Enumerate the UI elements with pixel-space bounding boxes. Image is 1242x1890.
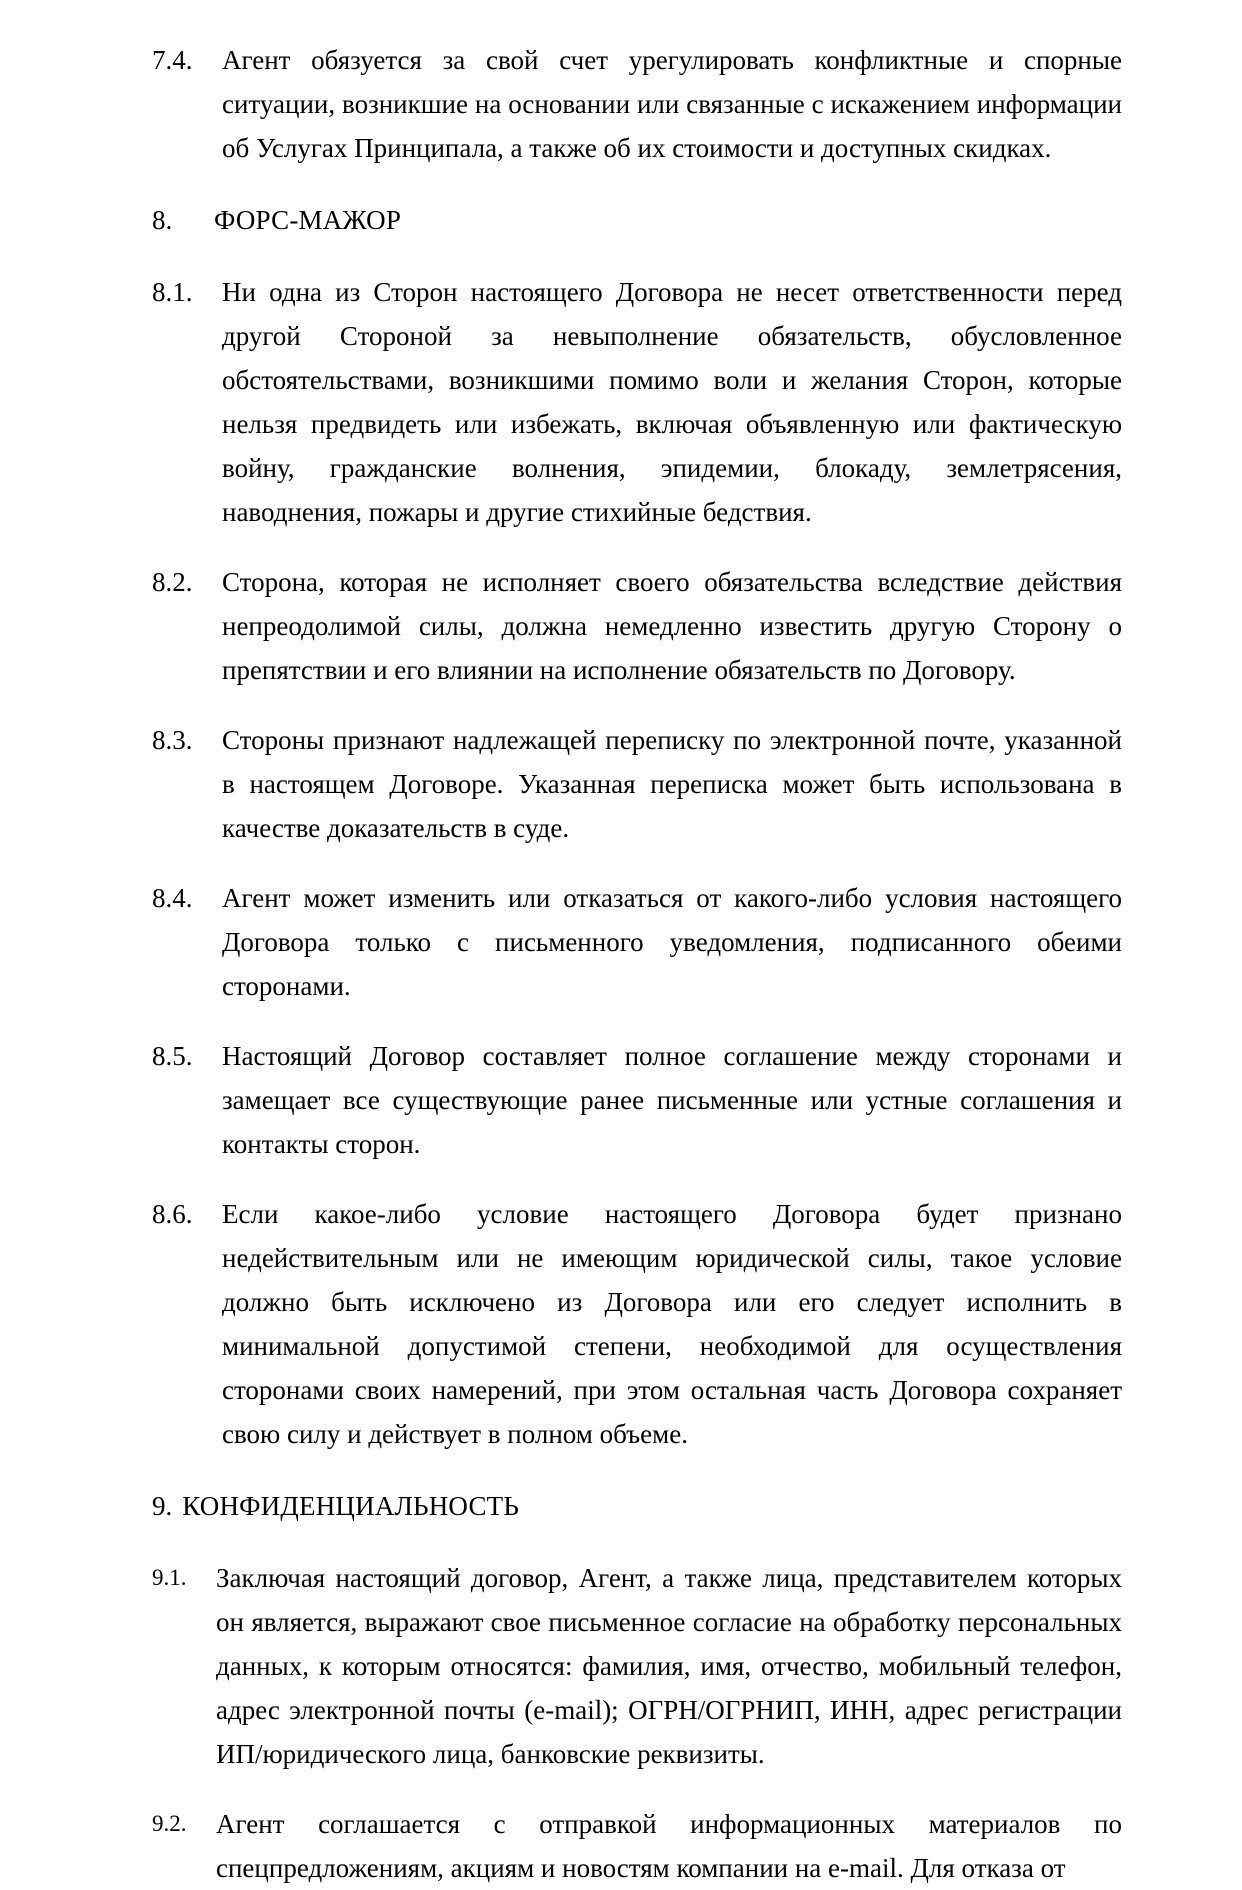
clause-number: 8.5. <box>152 1041 193 1071</box>
section-number: 8. <box>152 205 173 235</box>
clause-number: 8.4. <box>152 883 193 913</box>
clause-7-4 <box>152 38 1122 170</box>
clause-text: Агент обязуется за свой счет урегулировать конфликтные и спорные ситуации, возникшие на основании или связанные с искажением информации об Услугах Принципала, а также об их стоимости и доступных скидках. <box>222 45 1122 163</box>
clause-number: 8.3. <box>152 725 193 755</box>
clause-8-2 <box>152 560 1122 692</box>
clause-number: 7.4. <box>152 45 193 75</box>
clause-8-1 <box>152 270 1122 534</box>
clause-text: Стороны признают надлежащей переписку по электронной почте, указанной в настоящем Договоре. Указанная переписка может быть использована в качестве доказательств в суде. <box>222 725 1122 843</box>
clause-9-1 <box>152 1556 1122 1776</box>
section-heading-8 <box>152 200 1122 240</box>
section-heading-9 <box>152 1486 1122 1526</box>
clause-number: 8.1. <box>152 277 193 307</box>
clause-8-3 <box>152 718 1122 850</box>
clause-number: 8.2. <box>152 567 193 597</box>
clause-8-6 <box>152 1192 1122 1456</box>
clause-text: Если какое-либо условие настоящего Договора будет признано недействительным или не имеющим юридической силы, такое условие должно быть исключено из Договора или его следует исполнить в минимальной допустимой степени, необходимой для осуществления сторонами своих намерений, при этом остальная часть Договора сохраняет свою силу и действует в полном объеме. <box>222 1199 1122 1449</box>
clause-8-5 <box>152 1034 1122 1166</box>
clause-text: Сторона, которая не исполняет своего обязательства вследствие действия непреодолимой силы, должна немедленно известить другую Сторону о препятствии и его влиянии на исполнение обязательств по Договору. <box>222 567 1122 685</box>
clause-9-2 <box>152 1802 1122 1890</box>
clause-number: 9.1. <box>152 1565 187 1590</box>
section-title: ФОРС-МАЖОР <box>214 205 402 235</box>
section-title: КОНФИДЕНЦИАЛЬНОСТЬ <box>182 1491 520 1521</box>
clause-number: 8.6. <box>152 1199 193 1229</box>
clause-text: Агент соглашается с отправкой информационных материалов по спецпредложениям, акциям и новостям компании на e-mail. Для отказа от <box>216 1809 1122 1883</box>
section-number: 9. <box>152 1491 173 1521</box>
clause-text: Настоящий Договор составляет полное соглашение между сторонами и замещает все существующие ранее письменные или устные соглашения и контакты сторон. <box>222 1041 1122 1159</box>
clause-text: Заключая настоящий договор, Агент, а также лица, представителем которых он является, выражают свое письменное согласие на обработку персональных данных, к которым относятся: фамилия, имя, отчество, мобильный телефон, адрес электронной почты (e-mail); ОГРН/ОГРНИП, ИНН, адрес регистрации ИП/юридического лица, банковские реквизиты. <box>216 1563 1122 1769</box>
clause-8-4 <box>152 876 1122 1008</box>
document-body <box>152 38 1122 1890</box>
clause-text: Агент может изменить или отказаться от какого-либо условия настоящего Договора только с письменного уведомления, подписанного обеими сторонами. <box>222 883 1122 1001</box>
clause-number: 9.2. <box>152 1811 187 1836</box>
clause-text: Ни одна из Сторон настоящего Договора не несет ответственности перед другой Стороной за невыполнение обязательств, обусловленное обстоятельствами, возникшими помимо воли и желания Сторон, которые нельзя предвидеть или избежать, включая объявленную или фактическую войну, гражданские волнения, эпидемии, блокаду, землетрясения, наводнения, пожары и другие стихийные бедствия. <box>222 277 1122 527</box>
